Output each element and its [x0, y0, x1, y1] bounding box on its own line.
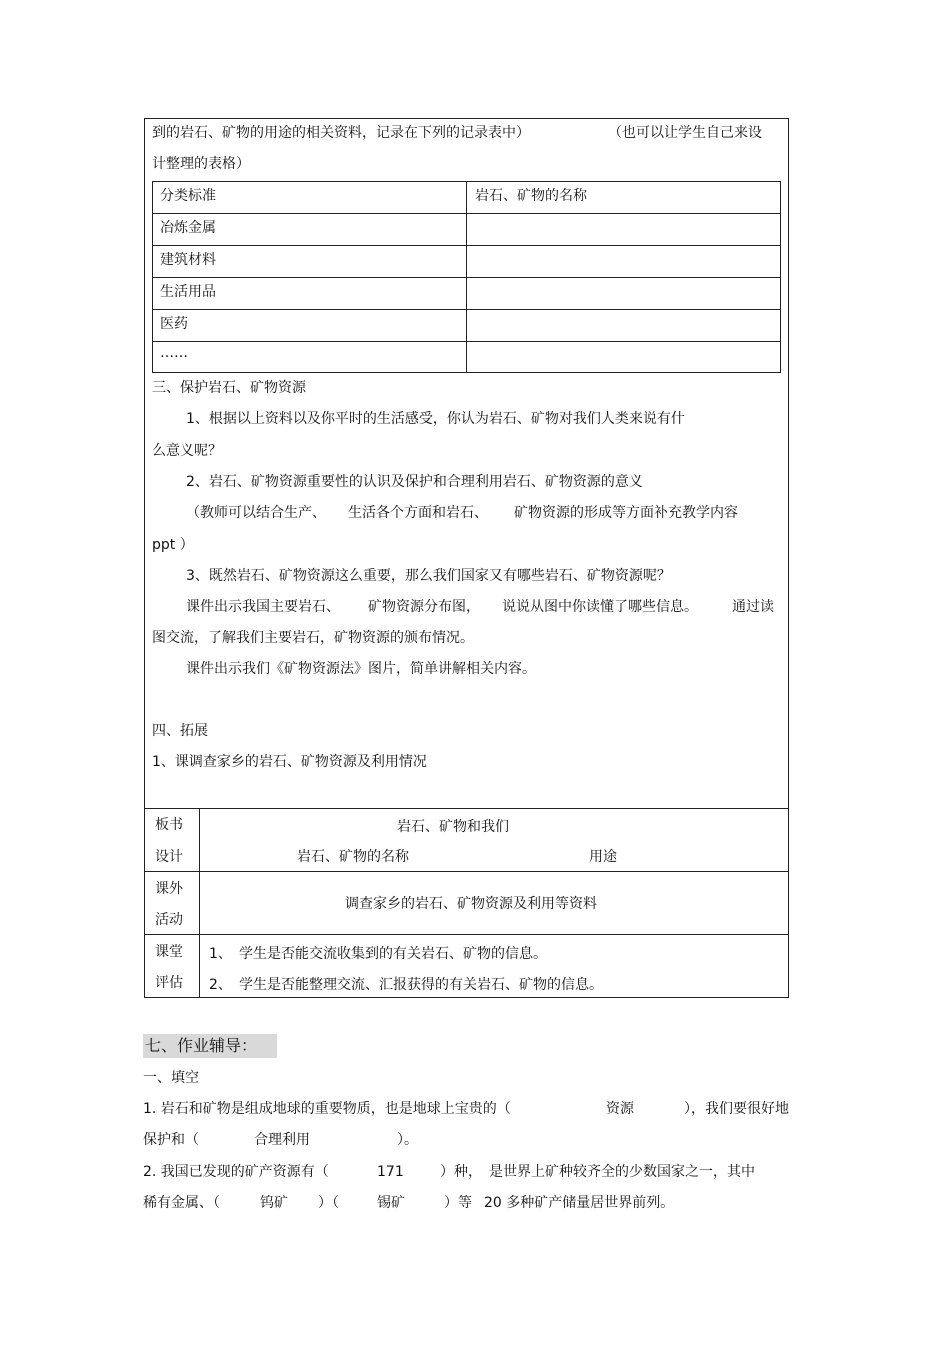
section3-p2-note-d: ppt ） — [152, 537, 194, 553]
section3-p2: 2、岩石、矿物资源重要性的认识及保护和合理利用岩石、矿物资源的意义 — [186, 474, 643, 490]
q1-answer-2: 合理利用 — [254, 1132, 310, 1148]
extra-content: 调查家乡的岩石、矿物资源及利用等资料 — [345, 896, 597, 912]
q2-answer-2: 钨矿 — [260, 1195, 288, 1211]
section3-p3-a2: 矿物资源分布图， — [368, 599, 480, 615]
section3-p3: 3、既然岩石、矿物资源这么重要，那么我们国家又有哪些岩石、矿物资源呢？ — [186, 568, 671, 584]
intro-line1-left: 到的岩石、矿物的用途的相关资料，记录在下列的记录表中） — [152, 125, 530, 141]
q1-part-d: ）。 — [397, 1132, 418, 1148]
board-label-2: 设计 — [155, 849, 183, 865]
label-column-divider — [199, 808, 200, 998]
record-table-row-line — [152, 245, 781, 246]
eval-row-top — [144, 934, 789, 935]
section3-title: 三、保护岩石、矿物资源 — [152, 380, 306, 396]
q2-part-e: ）（ — [318, 1195, 339, 1211]
section3-p1b: 么意义呢？ — [152, 443, 222, 459]
homework-title: 七、作业辅导： — [143, 1034, 277, 1058]
section3-p3-a4: 通过读 — [732, 599, 774, 615]
record-row-label: 建筑材料 — [160, 252, 216, 268]
q2-answer-1: 171 — [377, 1164, 404, 1180]
section3-p3-b: 图交流，了解我们主要岩石，矿物资源的颁布情况。 — [152, 630, 474, 646]
section3-p3-c: 课件出示我们《矿物资源法》图片，简单讲解相关内容。 — [186, 661, 536, 677]
intro-line2: 计整理的表格） — [152, 156, 250, 172]
board-title: 岩石、矿物和我们 — [397, 819, 509, 835]
record-header-category: 分类标准 — [160, 188, 216, 204]
q2-part-d: 稀有金属、（ — [143, 1195, 220, 1211]
eval-item2: 学生是否能整理交流、汇报获得的有关岩石、矿物的信息。 — [239, 977, 603, 993]
q1-part-b: ），我们要很好地 — [684, 1101, 789, 1117]
board-col2: 用途 — [589, 849, 617, 865]
extra-label-1: 课外 — [155, 881, 183, 897]
eval-item1: 学生是否能交流收集到的有关岩石、矿物的信息。 — [239, 946, 547, 962]
section4-item1: 1、课调查家乡的岩石、矿物资源及利用情况 — [152, 754, 427, 770]
intro-line1-right: （也可以让学生自己来设 — [608, 125, 762, 141]
record-table-row-line — [152, 277, 781, 278]
q2-part-b: ）种， — [440, 1164, 482, 1180]
section4-title: 四、拓展 — [152, 723, 208, 739]
record-row-label: …… — [160, 345, 188, 361]
q2-part-c: 是世界上矿种较齐全的少数国家之一，其中 — [489, 1164, 755, 1180]
q2-part-g: 20 多种矿产储量居世界前列。 — [484, 1195, 675, 1211]
q1-part-a: 1. 岩石和矿物是组成地球的重要物质，也是地球上宝贵的（ — [143, 1101, 511, 1117]
record-row-label: 冶炼金属 — [160, 220, 216, 236]
homework-sub: 一、填空 — [143, 1070, 199, 1086]
section3-p1a: 1、根据以上资料以及你平时的生活感受，你认为岩石、矿物对我们人类来说有什 — [186, 411, 685, 427]
extra-row-top — [144, 871, 789, 872]
q2-part-a: 2. 我国已发现的矿产资源有（ — [143, 1164, 329, 1180]
eval-label-1: 课堂 — [155, 944, 183, 960]
record-header-names: 岩石、矿物的名称 — [475, 188, 587, 204]
eval-item2-num: 2、 — [209, 977, 232, 993]
q2-part-f: ）等 — [444, 1195, 472, 1211]
q2-answer-3: 锡矿 — [377, 1195, 405, 1211]
eval-label-2: 评估 — [155, 975, 183, 991]
record-table-row-line — [152, 213, 781, 214]
board-row-top — [144, 808, 789, 809]
section3-p2-note-b: 生活各个方面和岩石、 — [348, 505, 488, 521]
record-row-label: 生活用品 — [160, 284, 216, 300]
board-col1: 岩石、矿物的名称 — [297, 849, 409, 865]
record-table-row-line — [152, 309, 781, 310]
eval-item1-num: 1、 — [209, 946, 232, 962]
record-table-row-line — [152, 341, 781, 342]
section3-p3-a3: 说说从图中你读懂了哪些信息。 — [502, 599, 698, 615]
section3-p3-a1: 课件出示我国主要岩石、 — [186, 599, 340, 615]
record-row-label: 医药 — [160, 316, 188, 332]
q1-answer-1: 资源 — [606, 1101, 634, 1117]
q1-part-c: 保护和（ — [143, 1132, 199, 1148]
board-label-1: 板书 — [155, 817, 183, 833]
section3-p2-note-c: 矿物资源的形成等方面补充教学内容 — [514, 505, 738, 521]
section3-p2-note-a: （教师可以结合生产、 — [186, 505, 326, 521]
extra-label-2: 活动 — [155, 912, 183, 928]
